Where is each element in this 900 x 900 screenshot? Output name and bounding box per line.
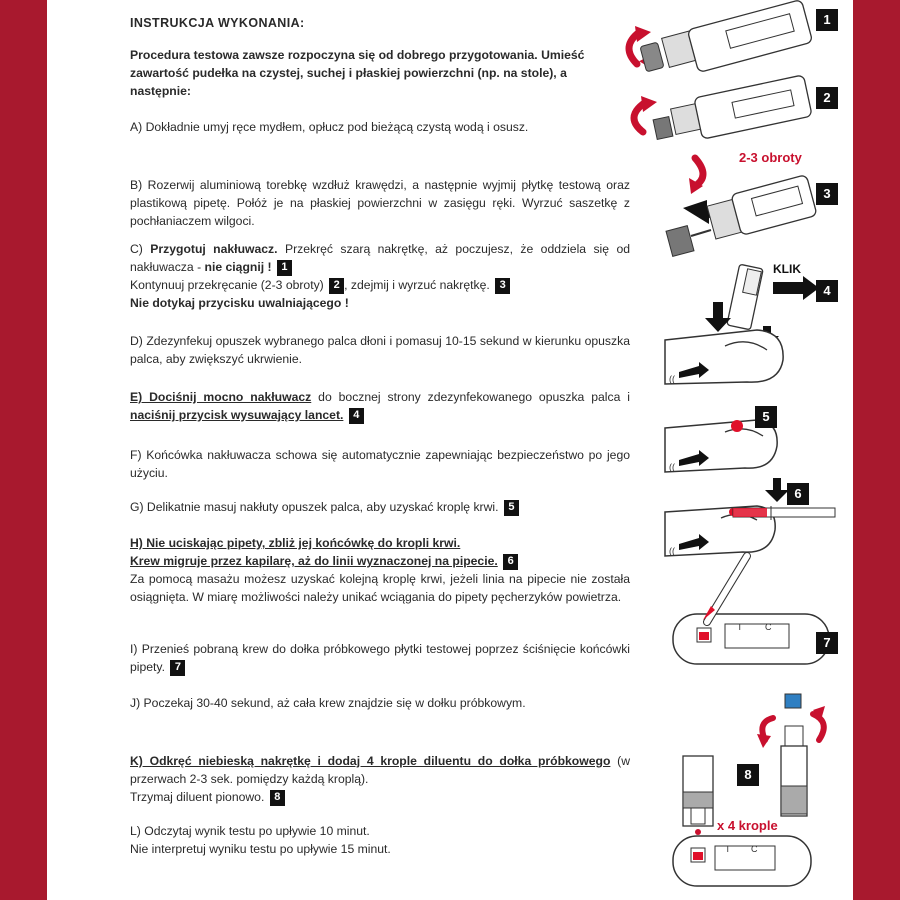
step-badge-1: 1 — [277, 260, 292, 276]
svg-text:((: (( — [669, 374, 675, 384]
step-badge-6: 6 — [503, 554, 518, 570]
figure-badge-1: 1 — [816, 9, 838, 31]
step-h-bold2: Krew migruje przez kapilarę, aż do linii wyznaczonej na pipecie. — [130, 554, 498, 568]
step-b: B) Rozerwij aluminiową torebkę wzdłuż krawędzi, a następnie wyjmij płytkę testową oraz plastikową pipetę. Połóż je na płaskiej powierzchni w zasięgu ręki. Wyrzuć saszetkę z pochłaniaczem wilgoci. — [130, 178, 630, 228]
svg-text:((: (( — [669, 546, 675, 556]
figure-badge-3: 3 — [816, 183, 838, 205]
step-k-text: (w przerwach 2-3 sek. pomiędzy każdą kroplą). — [130, 754, 630, 786]
figure-badge-7: 7 — [816, 632, 838, 654]
step-e — [130, 388, 630, 424]
step-g — [130, 498, 630, 516]
right-frame-border — [853, 0, 900, 900]
intro-paragraph: Procedura testowa zawsze rozpoczyna się od dobrego przygotowania. Umieść zawartość pudełka na czystej, suchej i płaskiej powierzchni (np. na stole), a następnie: — [130, 48, 585, 98]
figure-2-twist-cap — [634, 75, 812, 194]
step-e-text: do bocznej strony zdezynfekowanego opuszka palca i — [311, 390, 630, 404]
step-c-text2: Kontynuuj przekręcanie (2-3 obroty) — [130, 278, 324, 292]
drops-label: x 4 krople — [717, 818, 778, 833]
figure-8-diluent — [673, 694, 825, 886]
click-label: KLIK — [773, 262, 801, 276]
step-e-bold: E) Dociśnij mocno nakłuwacz — [130, 390, 312, 404]
step-l-line2: Nie interpretuj wyniku testu po upływie 15 minut. — [130, 842, 391, 856]
step-c-prefix: C) — [130, 242, 151, 256]
step-j: J) Poczekaj 30-40 sekund, aż cała krew znajdzie się w dołku próbkowym. — [130, 696, 526, 710]
step-l — [130, 822, 630, 858]
step-i — [130, 640, 630, 676]
step-badge-5: 5 — [504, 500, 519, 516]
step-c-text3: , zdejmij i wyrzuć nakrętkę. — [344, 278, 490, 292]
step-badge-8: 8 — [270, 790, 285, 806]
illustrations-column — [607, 0, 853, 900]
instruction-sheet — [47, 0, 853, 900]
figure-3-remove-cap — [666, 175, 817, 257]
step-c-text1: Przekręć szarą nakrętkę, aż poczujesz, że oddziela się od nakłuwacza - — [130, 242, 631, 274]
rotations-label: 2-3 obroty — [739, 150, 802, 165]
step-k — [130, 752, 630, 806]
figure-6-pipette — [665, 478, 835, 556]
left-frame-border — [0, 0, 47, 900]
figure-7-cassette-pipette — [673, 556, 829, 664]
step-g-text: G) Delikatnie masuj nakłuty opuszek palca, aby uzyskać kroplę krwi. — [130, 500, 499, 514]
step-h-text: Za pomocą masażu możesz uzyskać kolejną kroplę krwi, jeżeli linia na pipecie nie została osiągnięta. W miarę możliwości należy unikać wciągania do pipety pęcherzyków powietrza. — [130, 572, 630, 604]
step-f: F) Końcówka nakłuwacza schowa się automatycznie zapewniając bezpieczeństwo po jego użyciu. — [130, 448, 630, 480]
step-badge-7: 7 — [170, 660, 185, 676]
step-c-bold3: Nie dotykaj przycisku uwalniającego ! — [130, 296, 349, 310]
page-title: INSTRUKCJA WYKONANIA: — [130, 16, 305, 30]
figure-badge-6: 6 — [787, 483, 809, 505]
step-illustrations — [607, 0, 853, 900]
figure-4-press-lancet — [665, 264, 819, 384]
step-badge-3: 3 — [495, 278, 510, 294]
figure-badge-2: 2 — [816, 87, 838, 109]
step-k-bold: K) Odkręć niebieską nakrętkę i dodaj 4 krople diluentu do dołka próbkowego — [130, 754, 611, 768]
figure-1-lancet-cap — [629, 0, 813, 73]
step-d: D) Zdezynfekuj opuszek wybranego palca dłoni i pomasuj 10-15 sekund w kierunku opuszka palca, aby zwiększyć ukrwienie. — [130, 334, 630, 366]
instructions-text-column — [130, 14, 631, 856]
step-h — [130, 534, 630, 606]
figure-badge-8: 8 — [737, 764, 759, 786]
cassette-c-label: C — [765, 622, 772, 632]
step-c — [130, 240, 630, 312]
step-badge-2: 2 — [329, 278, 344, 294]
step-badge-4: 4 — [349, 408, 364, 424]
step-l-line1: L) Odczytaj wynik testu po upływie 10 minut. — [130, 824, 370, 838]
step-a: A) Dokładnie umyj ręce mydłem, opłucz pod bieżącą czystą wodą i osusz. — [130, 120, 529, 134]
step-h-bold1: H) Nie uciskając pipety, zbliż jej końcówkę do kropli krwi. — [130, 536, 461, 550]
step-e-bold2: naciśnij przycisk wysuwający lancet. — [130, 408, 344, 422]
cassette-t-label-2: T — [725, 844, 731, 854]
figure-badge-5: 5 — [755, 406, 777, 428]
cassette-t-label: T — [737, 622, 743, 632]
svg-text:((: (( — [669, 462, 675, 472]
figure-badge-4: 4 — [816, 280, 838, 302]
step-i-text: I) Przenieś pobraną krew do dołka próbkowego płytki testowej poprzez ściśnięcie końcówki pipety. — [130, 642, 630, 674]
step-k-text2: Trzymaj diluent pionowo. — [130, 790, 265, 804]
cassette-c-label-2: C — [751, 844, 758, 854]
step-c-bold2: nie ciągnij ! — [204, 260, 272, 274]
step-c-bold: Przygotuj nakłuwacz. — [150, 242, 278, 256]
